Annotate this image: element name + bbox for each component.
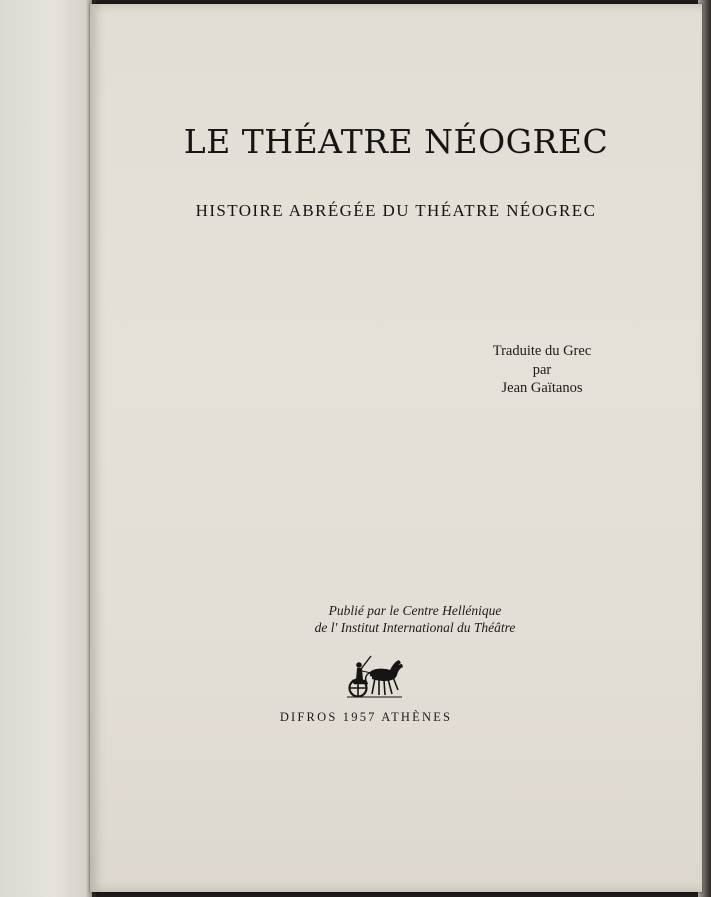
page-title: LE THÉATRE NÉOGREC [183, 122, 609, 161]
left-page [0, 0, 92, 897]
translation-line-1: Traduite du Grec [492, 343, 592, 359]
translator-name: Jean Gaïtanos [501, 380, 583, 396]
translation-line-2: par [532, 362, 552, 378]
publisher-line-2: de l' Institut International du Théâtre [314, 620, 516, 635]
publisher-line-1: Publié par le Centre Hellénique [328, 603, 502, 618]
publisher-imprint: DIFROS 1957 ATHÈNES [279, 710, 453, 724]
page-subtitle: HISTOIRE ABRÉGÉE DU THÉATRE NÉOGREC [195, 201, 597, 220]
title-page [90, 4, 702, 892]
chariot-emblem-icon [344, 650, 406, 700]
